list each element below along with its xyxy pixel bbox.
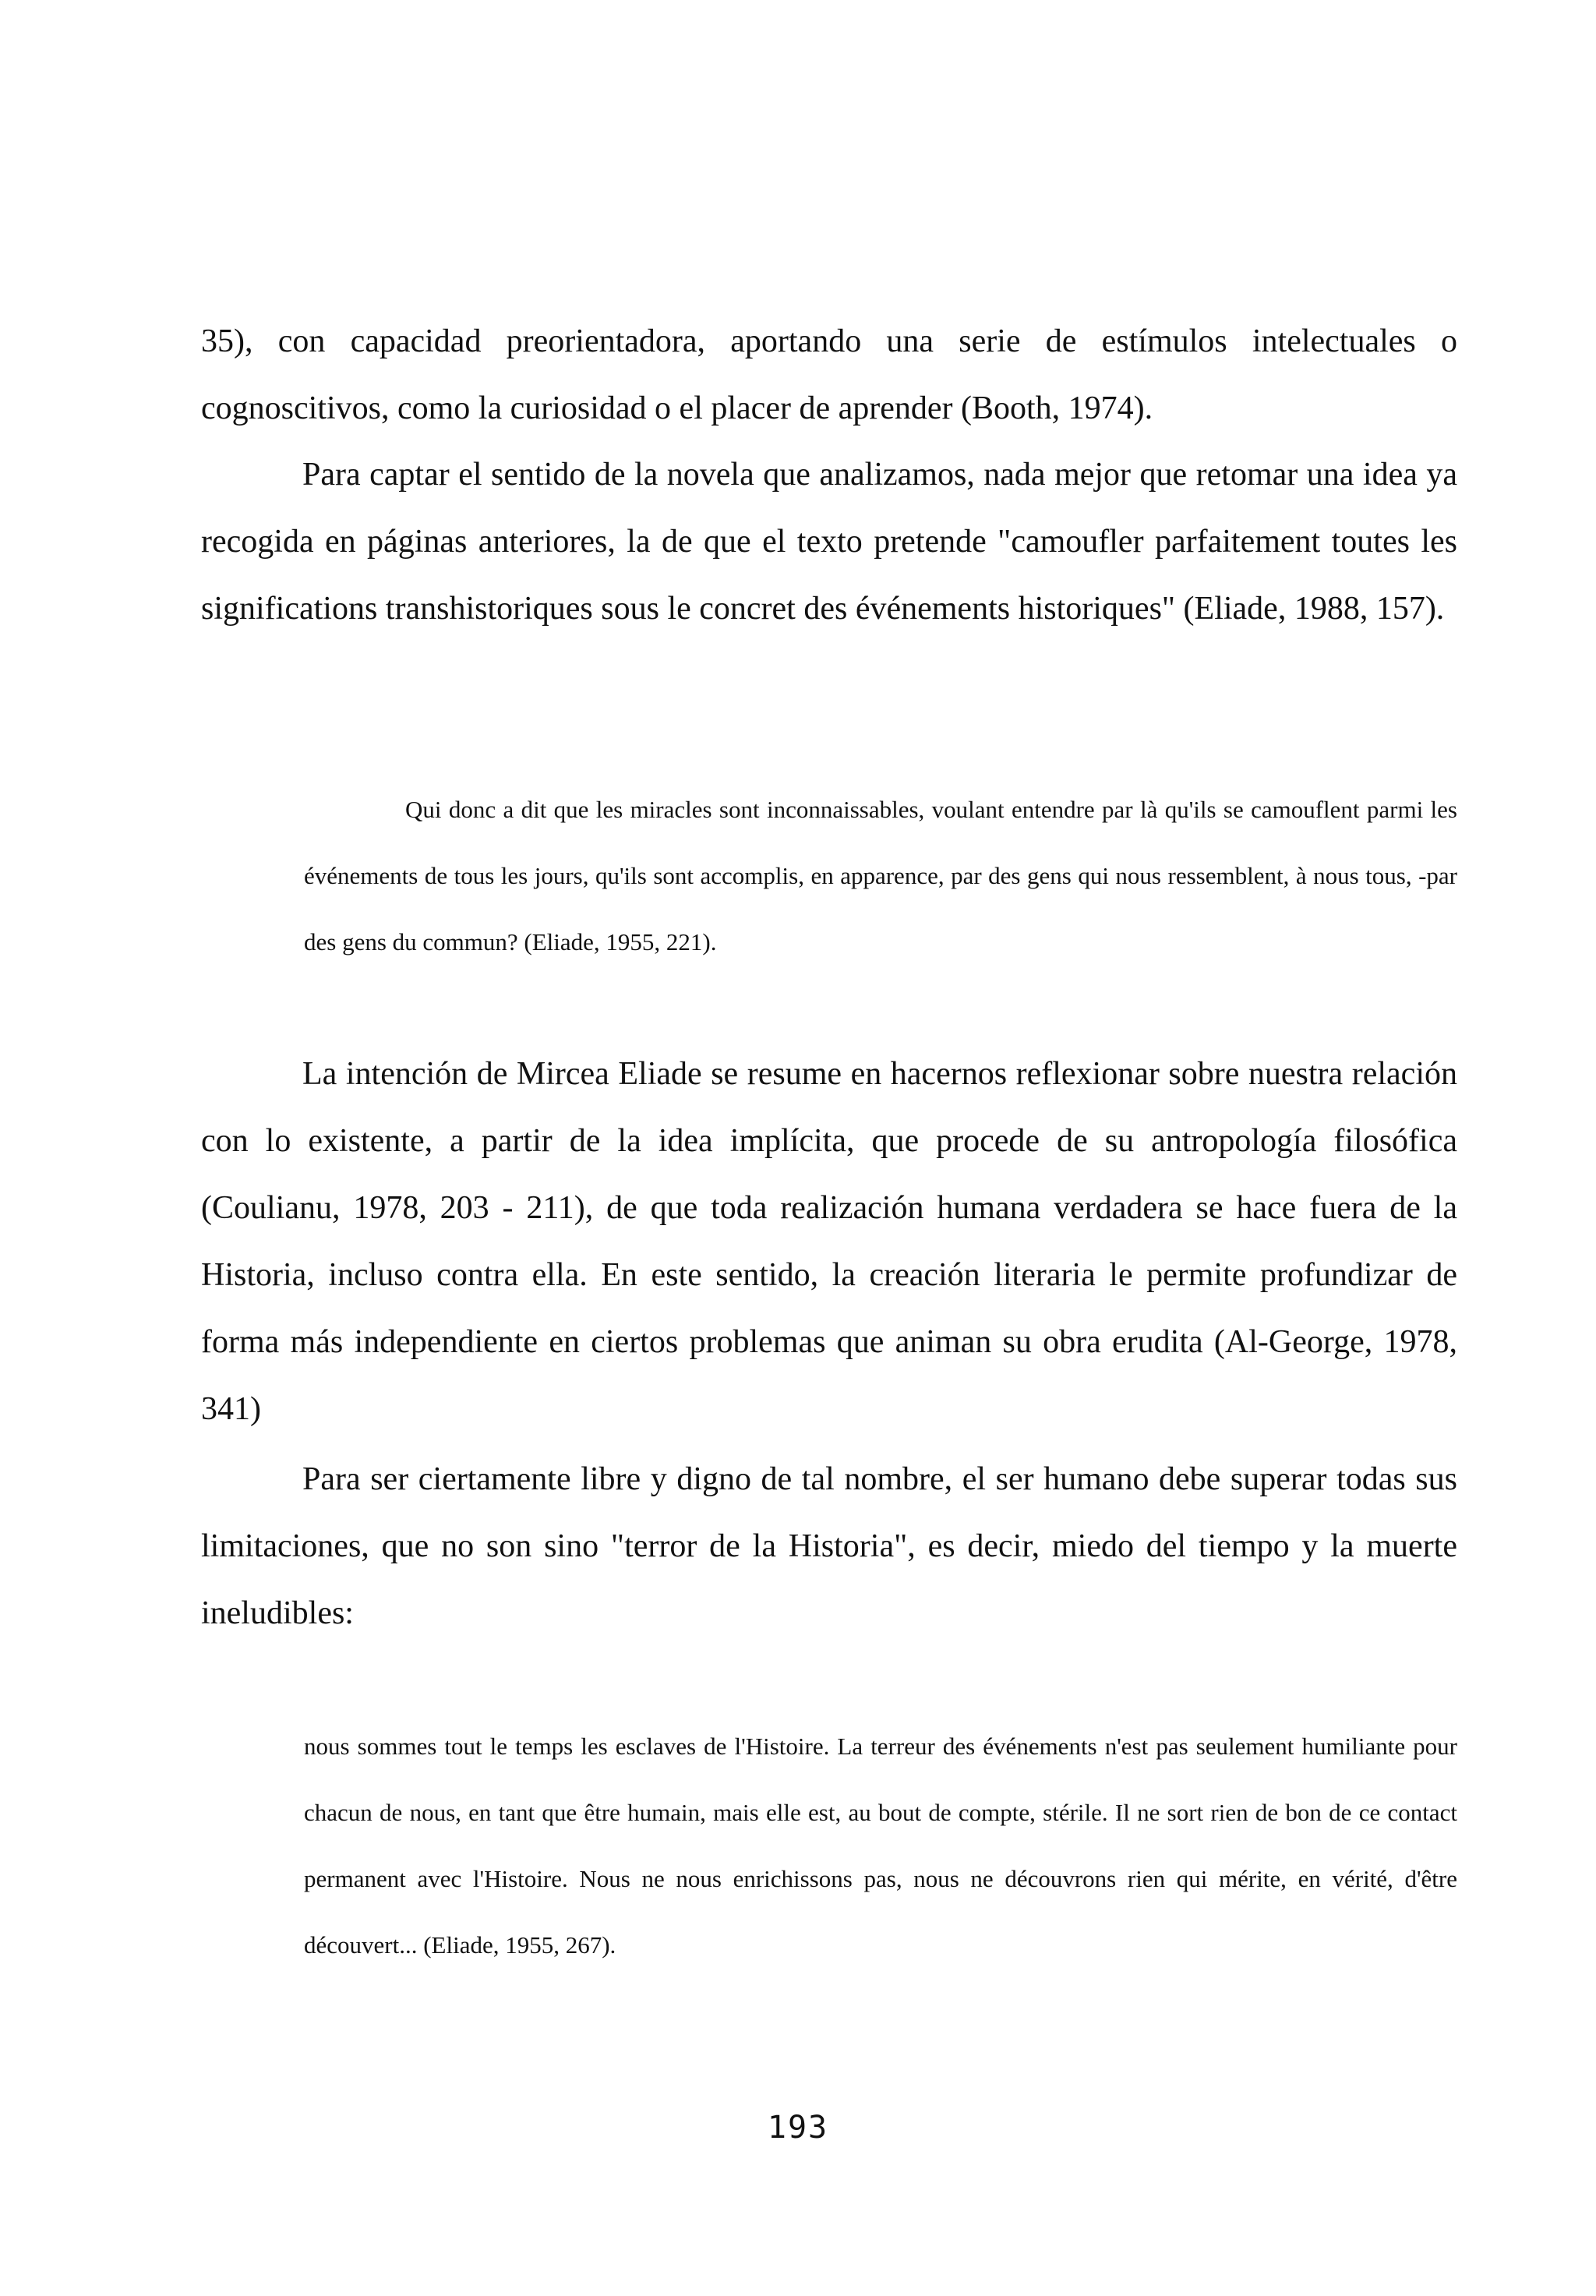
body-paragraph-fourth: Para ser ciertamente libre y digno de tal nombre, el ser humano debe superar todas sus limitaciones, que no son sino "terror de la Historia", es decir, miedo del tiempo y la muerte ineludibles: (201, 1461, 1457, 1631)
body-paragraph-continuation: 35), con capacidad preorientadora, aportando una serie de estímulos intelectuales o cognoscitivos, como la curiosidad o el placer de aprender (Booth, 1974). (201, 323, 1457, 426)
body-paragraph-second: Para captar el sentido de la novela que analizamos, nada mejor que retomar una idea ya recogida en páginas anteriores, la de que el texto pretende "camoufler parfaitement toutes les significations transhistoriques sous le concret des événements historiques" (Eliade, 1988, 157). (201, 457, 1457, 627)
block-quote-second: nous sommes tout le temps les esclaves de l'Histoire. La terreur des événements n'est pas seulement humiliante pour chacun de nous, en tant que être humain, mais elle est, au bout de compte, stérile. Il ne sort rien de bon de ce contact permanent avec l'Histoire. Nous ne nous enrichissons pas, nous ne découvrons rien qui mérite, en vérité, d'être découvert... (Eliade, 1955, 267). (304, 1733, 1457, 1959)
page-number: 193 (767, 2110, 829, 2146)
body-paragraph-third: La intención de Mircea Eliade se resume en hacernos reflexionar sobre nuestra relación con lo existente, a partir de la idea implícita, que procede de su antropología filosófica (Coulianu, 1978, 203 - 211), de que toda realización humana verdadera se hace fuera de la Historia, incluso contra ella. En este sentido, la creación literaria le permite profundizar de forma más independiente en ciertos problemas que animan su obra erudita (Al-George, 1978, 341) (201, 1056, 1457, 1427)
block-quote-first: Qui donc a dit que les miracles sont inconnaissables, voulant entendre par là qu'ils se camouflent parmi les événements de tous les jours, qu'ils sont accomplis, en apparence, par des gens qui nous ressemblent, à nous tous, -par des gens du commun? (Eliade, 1955, 221). (304, 796, 1457, 955)
